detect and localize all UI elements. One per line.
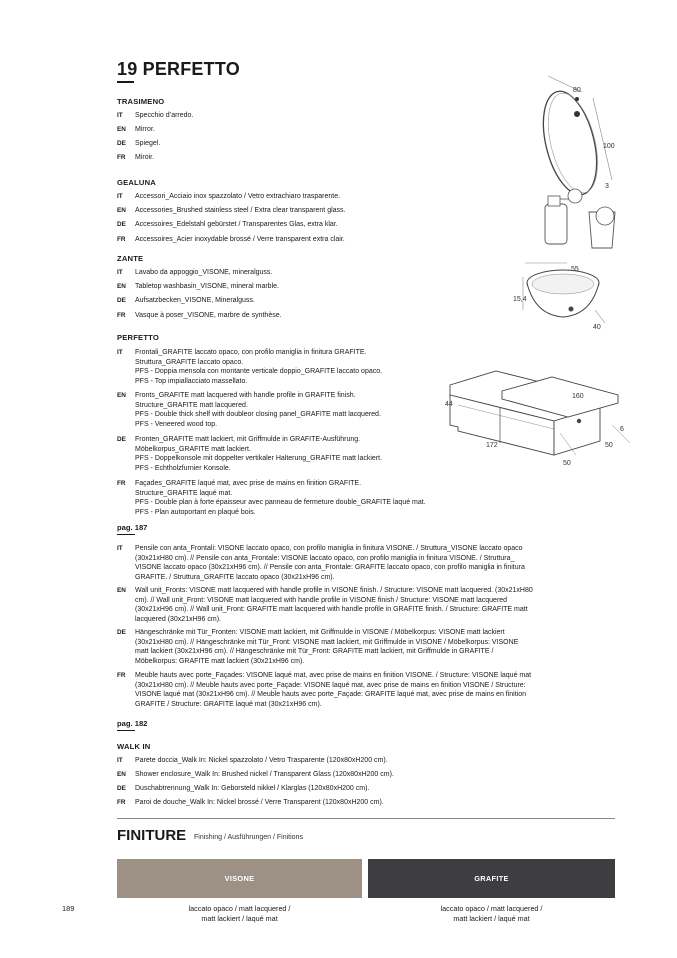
lang-code: IT xyxy=(117,269,123,276)
description-text: Hängeschränke mit Tür_Fronten: VISONE matt lackiert, mit Griffmulde in VISONE / Möbelkorpus: VISONE matt lackiert (30x21xH80 cm). // Hängeschränke mit Tür_Front: VISONE matt lackiert, mit Griffmulde in VISONE / Möbelkorpus: VISONE matt lackiert (30x21xH96 cm). // Hängeschränke mit Tür_Front: GRAFITE matt lackiert, mit Griffmulde in GRAFITE / Möbelkorpus: GRAFITE matt lackiert (30x21xH96 cm). xyxy=(135,629,519,665)
lang-code: EN xyxy=(117,771,126,778)
dimension-label: 50 xyxy=(563,460,571,467)
dimension-label: 50 xyxy=(605,442,613,449)
description-text: Aufsatzbecken_VISONE, Mineralguss. xyxy=(135,297,255,304)
page-reference: pag. 187 xyxy=(117,523,148,532)
lang-code: IT xyxy=(117,193,123,200)
description-text: Specchio d’arredo. xyxy=(135,112,194,119)
description-text: Parete doccia_Walk In: Nickel spazzolato / Vetro Trasparente (120x80xH200 cm). xyxy=(135,757,388,764)
description-text: Frontali_GRAFITE laccato opaco, con profilo maniglia in finitura GRAFITE. Struttura_GRAFITE laccato opaco. PFS - Doppia mensola con montante verticale doppio_GRAFITE laccato opaco. PFS - Top impiallacciato massellato. xyxy=(135,349,383,385)
description-text: Pensile con anta_Frontali: VISONE laccato opaco, con profilo maniglia in finitura VISONE. / Struttura_VISONE laccato opaco (30x21xH80 cm). // Pensile con anta_Frontale: VISONE laccato opaco, con profilo maniglia in finitura VISONE. / Struttura_ VISONE laccato opaco (30x21xH96 cm). // Pensile con anta_Frontale: GRAFITE laccato opaco, con profilo maniglia in finitura GRAFITE. / Struttura_GRAFITE laccato opaco (30x21xH96 cm). xyxy=(135,545,525,581)
dimension-label: 6 xyxy=(620,426,624,433)
description-text: Mirror. xyxy=(135,126,155,133)
finish-name: GRAFITE xyxy=(474,874,509,883)
wall-mount xyxy=(568,189,582,203)
description-text: Fronten_GRAFITE matt lackiert, mit Griffmulde in GRAFITE-Ausführung. Möbelkorpus_GRAFITE matt lackiert. PFS - Doppelkonsole mit doppelter vertikaler Halterung_GRAFITE matt lackiert. PFS - Echtholzfurnier Konsole. xyxy=(135,436,383,472)
section-heading-perfetto: PERFETTO xyxy=(117,333,159,342)
lang-code: DE xyxy=(117,221,126,228)
description-text: Vasque à poser_VISONE, marbre de synthèse. xyxy=(135,312,282,319)
section-heading-trasimeno: TRASIMENO xyxy=(117,97,165,106)
description-text: Accessories_Brushed stainless steel / Extra clear transparent glass. xyxy=(135,207,346,214)
section-heading-walk-in: WALK IN xyxy=(117,742,151,751)
lang-code: FR xyxy=(117,672,126,679)
lang-code: EN xyxy=(117,283,126,290)
page-reference-underline xyxy=(117,534,135,535)
lang-code: EN xyxy=(117,207,126,214)
description-text: Lavabo da appoggio_VISONE, mineralguss. xyxy=(135,269,273,276)
finish-description: laccato opaco / matt lacquered / matt lackiert / laqué mat xyxy=(188,904,291,923)
description-text: Accessoires_Acier inoxydable brossé / Verre transparent extra clair. xyxy=(135,236,345,243)
lang-code: IT xyxy=(117,349,123,356)
lang-code: DE xyxy=(117,436,126,443)
finish-description: laccato opaco / matt lacquered / matt lackiert / laqué mat xyxy=(440,904,543,923)
description-text: Spiegel. xyxy=(135,140,161,147)
finiture-title: FINITURE xyxy=(117,827,187,844)
lang-code: IT xyxy=(117,545,123,552)
finish-name: VISONE xyxy=(224,874,255,883)
dimension-line xyxy=(595,310,605,323)
mirror-drawing xyxy=(500,70,640,195)
finish-swatch-grafite xyxy=(368,859,615,898)
vanity-unit-drawing xyxy=(440,355,636,473)
lang-code: FR xyxy=(117,480,126,487)
lang-code: DE xyxy=(117,297,126,304)
lang-code: IT xyxy=(117,112,123,119)
lang-code: DE xyxy=(117,140,126,147)
dimension-label: 80 xyxy=(573,87,581,94)
drain-hole xyxy=(577,419,581,423)
dimension-label: 100 xyxy=(603,143,615,150)
finish-swatch-visone xyxy=(117,859,362,898)
page-reference-underline xyxy=(117,730,135,731)
lang-code: FR xyxy=(117,799,126,806)
description-text: Shower enclosure_Walk In: Brushed nickel / Transparent Glass (120x80xH200 cm). xyxy=(135,771,394,778)
description-text: Wall unit_Fronts: VISONE matt lacquered with handle profile in VISONE finish. / Structure: VISONE matt lacquered. (30x21xH80 cm). // Wall unit_Front: VISONE matt lacquered with handle profile in VISONE finish / Structure: VISONE matt lacquered (30x21xH96 cm). // Wall unit_Front: GRAFITE matt lacquered with handle profile in GRAFITE finish. / Structure: GRAFITE matt lacquered (30x21xH96 cm). xyxy=(135,587,533,623)
lang-code: FR xyxy=(117,236,126,243)
dispenser-pump xyxy=(548,196,560,206)
dimension-label: 44 xyxy=(445,401,453,408)
soap-dispenser xyxy=(545,204,567,244)
description-text: Accessori_Acciaio inox spazzolato / Vetro extrachiaro trasparente. xyxy=(135,193,341,200)
lang-code: EN xyxy=(117,587,126,594)
lang-code: FR xyxy=(117,154,126,161)
mirror-fixing xyxy=(574,111,580,117)
basin-drawing xyxy=(505,255,630,335)
dimension-label: 172 xyxy=(486,442,498,449)
lang-code: IT xyxy=(117,757,123,764)
dimension-label: 15,4 xyxy=(513,296,527,303)
section-heading-gealuna: GEALUNA xyxy=(117,178,156,187)
accessories-drawing xyxy=(535,182,625,264)
section-heading-zante: ZANTE xyxy=(117,254,144,263)
description-text: Façades_GRAFITE laqué mat, avec prise de mains en finition GRAFITE. Structure_GRAFITE laqué mat. PFS - Double plan à forte épaisseur avec panneau de fermeture double_GRAFITE laqué mat. PFS - Plan autoportant en plaqué bois. xyxy=(135,480,426,516)
wall-mount xyxy=(596,207,614,225)
finiture-subtitle: Finishing / Ausführungen / Finitions xyxy=(194,834,303,841)
description-text: Tabletop washbasin_VISONE, mineral marble. xyxy=(135,283,279,290)
description-text: Accessoires_Edelstahl gebürstet / Transparentes Glas, extra klar. xyxy=(135,221,338,228)
lang-code: EN xyxy=(117,126,126,133)
mirror-fixing xyxy=(575,97,579,101)
finiture-divider xyxy=(117,818,615,819)
dimension-label: 40 xyxy=(593,324,601,331)
basin-inner xyxy=(532,274,594,294)
description-text: Meuble hauts avec porte_Façades: VISONE laqué mat, avec prise de mains en finition VISONE. / Structure: VISONE laqué mat (30x21xH80 cm). // Meuble hauts avec porte_Façade: VISONE laqué mat, avec prise de mains en finition VISONE / Structure: VISONE laqué mat (30x21xH96 cm). // Meuble hauts avec porte_Façade: GRAFITE laqué mat, avec prise de mains en finition GRAFITE / Structure: GRAFITE laqué mat (30x21xH96 cm). xyxy=(135,672,532,708)
basin-drain xyxy=(569,307,574,312)
page-number: 189 xyxy=(62,904,75,913)
lang-code: DE xyxy=(117,629,126,636)
description-text: Miroir. xyxy=(135,154,155,161)
lang-code: DE xyxy=(117,785,126,792)
mirror-edge xyxy=(539,88,606,195)
title-underline xyxy=(117,81,134,83)
page-reference: pag. 182 xyxy=(117,719,148,728)
page-title: 19 PERFETTO xyxy=(117,59,240,79)
description-text: Fronts_GRAFITE matt lacquered with handle profile in GRAFITE finish. Structure_GRAFITE matt lacquered. PFS - Double thick shelf with doubleor closing panel_GRAFITE matt lacquered. PFS - Veneered wood top. xyxy=(135,392,381,428)
lang-code: FR xyxy=(117,312,126,319)
description-text: Paroi de douche_Walk In: Nickel brossé / Verre Transparent (120x80xH200 cm). xyxy=(135,799,384,806)
lang-code: EN xyxy=(117,392,126,399)
description-text: Duschabtrennung_Walk In: Geborsteld nikkel / Klarglas (120x80xH200 cm). xyxy=(135,785,370,792)
dimension-label: 55 xyxy=(571,266,579,273)
dimension-label: 160 xyxy=(572,393,584,400)
dimension-label: 3 xyxy=(605,183,609,190)
